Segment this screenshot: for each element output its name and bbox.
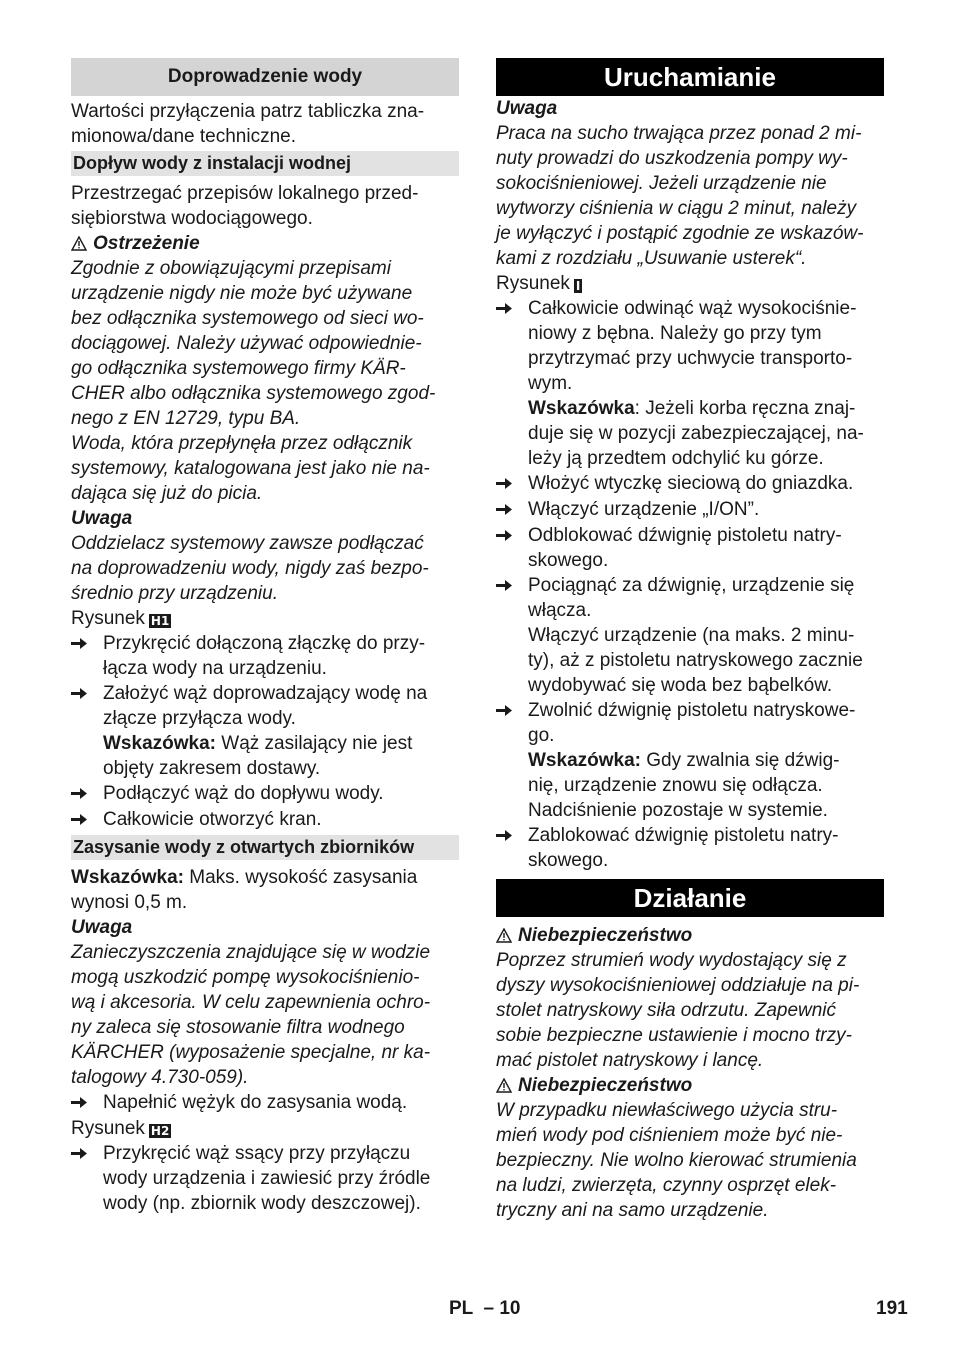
- figure-reference: Rysunek H2: [71, 1118, 170, 1139]
- step-item: Napełnić wężyk do zasysania wodą.: [71, 1090, 459, 1116]
- hint: Wskazówka: Wąż zasilający nie jest: [103, 733, 413, 754]
- step-item: Założyć wąż doprowadzający wodę na złącze przyłącza wody. Wskazówka: Wąż zasilający nie jest objęty zakresem dostawy.: [71, 681, 459, 781]
- arrow-icon: [496, 573, 528, 698]
- arrow-icon: [71, 1141, 103, 1216]
- right-column: [496, 58, 884, 1223]
- footer-language-page: PL – 10: [449, 1298, 521, 1319]
- subheading-open-tanks: Zasysanie wody z otwartych zbiorników: [71, 835, 459, 860]
- arrow-icon: [496, 296, 528, 471]
- section-heading-startup: Uruchamianie: [496, 58, 884, 96]
- note-text: Praca na sucho trwająca przez ponad 2 mi- nuty prowadzi do uszkodzenia pompy wy- sokociśnieniowej. Jeżeli urządzenie nie wytworzy ciśnienia w ciągu 2 minut, należy je wyłączyć i postąpić zgodnie ze wskazów- kami z rozdziału „Usuwanie usterek“.: [496, 123, 864, 269]
- danger-heading: Niebezpieczeństwo: [496, 1073, 884, 1098]
- note-heading: Uwaga: [496, 98, 558, 119]
- suction-hint: Wskazówka: Maks. wysokość zasysania wynosi 0,5 m.: [71, 867, 418, 913]
- figure-badge: I: [575, 279, 581, 293]
- warning-icon: [496, 923, 518, 948]
- danger-text: W przypadku niewłaściwego użycia stru- mień wody pod ciśnieniem może być nie- bezpieczny. Nie wolno kierować strumienia na ludzi, zwierzęta, czynny osprzęt elek- tryczny ani na samo urządzenie.: [496, 1100, 857, 1221]
- step-item: Włożyć wtyczkę sieciową do gniazdka.: [496, 471, 884, 497]
- subheading-mains-supply: Dopływ wody z instalacji wodnej: [71, 151, 459, 176]
- figure-reference: Rysunek H1: [71, 608, 170, 629]
- note-text: Oddzielacz systemowy zawsze podłączać na doprowadzeniu wody, nigdy zaś bezpo- średnio przy urządzeniu.: [71, 533, 429, 604]
- arrow-icon: [71, 1090, 103, 1116]
- figure-reference: Rysunek I: [496, 273, 581, 294]
- step-item: Odblokować dźwignię pistoletu natry- skowego.: [496, 523, 884, 573]
- warning-heading: Ostrzeżenie: [71, 231, 459, 256]
- note-heading: Uwaga: [71, 917, 133, 938]
- page-number: 191: [876, 1298, 908, 1319]
- arrow-icon: [71, 631, 103, 681]
- warning-icon: [496, 1073, 518, 1098]
- figure-badge: H1: [150, 614, 170, 628]
- danger-text: Poprzez strumień wody wydostający się z dyszy wysokociśnieniowej oddziałuje na pi- stolet natryskowy siła odrzutu. Zapewnić sobie bezpieczne ustawienie i mocno trzy- mać pistolet natryskowy i lancę.: [496, 950, 860, 1071]
- mains-text: Przestrzegać przepisów lokalnego przed- siębiorstwa wodociągowego.: [71, 183, 419, 229]
- hint: Wskazówka: Jeżeli korba ręczna znaj-: [528, 398, 856, 419]
- step-item: Włączyć urządzenie „I/ON”.: [496, 497, 884, 523]
- arrow-icon: [71, 781, 103, 807]
- arrow-icon: [496, 497, 528, 523]
- note-heading: Uwaga: [71, 508, 133, 529]
- step-item: Podłączyć wąż do dopływu wody.: [71, 781, 459, 807]
- arrow-icon: [71, 807, 103, 833]
- step-item: Pociągnąć za dźwignię, urządzenie się włącza. Włączyć urządzenie (na maks. 2 minu- ty), aż z pistoletu natryskowego zacznie wydobywać się woda bez bąbelków.: [496, 573, 884, 698]
- hint: Wskazówka: Gdy zwalnia się dźwig-: [528, 750, 840, 771]
- step-item: Przykręcić dołączoną złączkę do przy- łącza wody na urządzeniu.: [71, 631, 459, 681]
- note-text: Zanieczyszczenia znajdujące się w wodzie mogą uszkodzić pompę wysokociśnienio- wą i akcesoria. W celu zapewnienia ochro- ny zaleca się stosowanie filtra wodnego KÄRCHER (wyposażenie specjalne, nr ka- talogowy 4.730-059).: [71, 942, 431, 1088]
- arrow-icon: [496, 471, 528, 497]
- arrow-icon: [496, 698, 528, 823]
- figure-badge: H2: [150, 1124, 170, 1138]
- section-heading-water-supply: Doprowadzenie wody: [71, 58, 459, 96]
- warning-icon: [71, 231, 93, 256]
- warning-text: Zgodnie z obowiązującymi przepisami urządzenie nigdy nie może być używane bez odłącznika systemowego od sieci wo- dociągowej. Należy używać odpowiednie- go odłącznika systemowego firmy KÄR- CHER albo odłącznika systemowego zgod- nego z EN 12729, typu BA. Woda, która przepłynęła przez odłącznik systemowy, katalogowana jest jako nie na- dająca się już do picia.: [71, 258, 436, 504]
- section-heading-operation: Działanie: [496, 879, 884, 917]
- step-item: Zwolnić dźwignię pistoletu natryskowe- go. Wskazówka: Gdy zwalnia się dźwig- nię, urządzenie znowu się odłącza. Nadciśnienie pozostaje w systemie.: [496, 698, 884, 823]
- danger-heading: Niebezpieczeństwo: [496, 923, 884, 948]
- arrow-icon: [496, 823, 528, 873]
- step-item: Całkowicie odwinąć wąż wysokociśnie- niowy z bębna. Należy go przy tym przytrzymać przy uchwycie transporto- wym. Wskazówka: Jeżeli korba ręczna znaj- duje się w pozycji zabezpieczającej, na- leży ją przedtem odchylić ku górze.: [496, 296, 884, 471]
- left-column: [71, 58, 459, 1216]
- step-item: Zablokować dźwignię pistoletu natry- skowego.: [496, 823, 884, 873]
- intro-text: Wartości przyłączenia patrz tabliczka zna- mionowa/dane techniczne.: [71, 101, 425, 147]
- step-item: Przykręcić wąż ssący przy przyłączu wody urządzenia i zawiesić przy źródle wody (np. zbiornik wody deszczowej).: [71, 1141, 459, 1216]
- arrow-icon: [71, 681, 103, 781]
- arrow-icon: [496, 523, 528, 573]
- step-item: Całkowicie otworzyć kran.: [71, 807, 459, 833]
